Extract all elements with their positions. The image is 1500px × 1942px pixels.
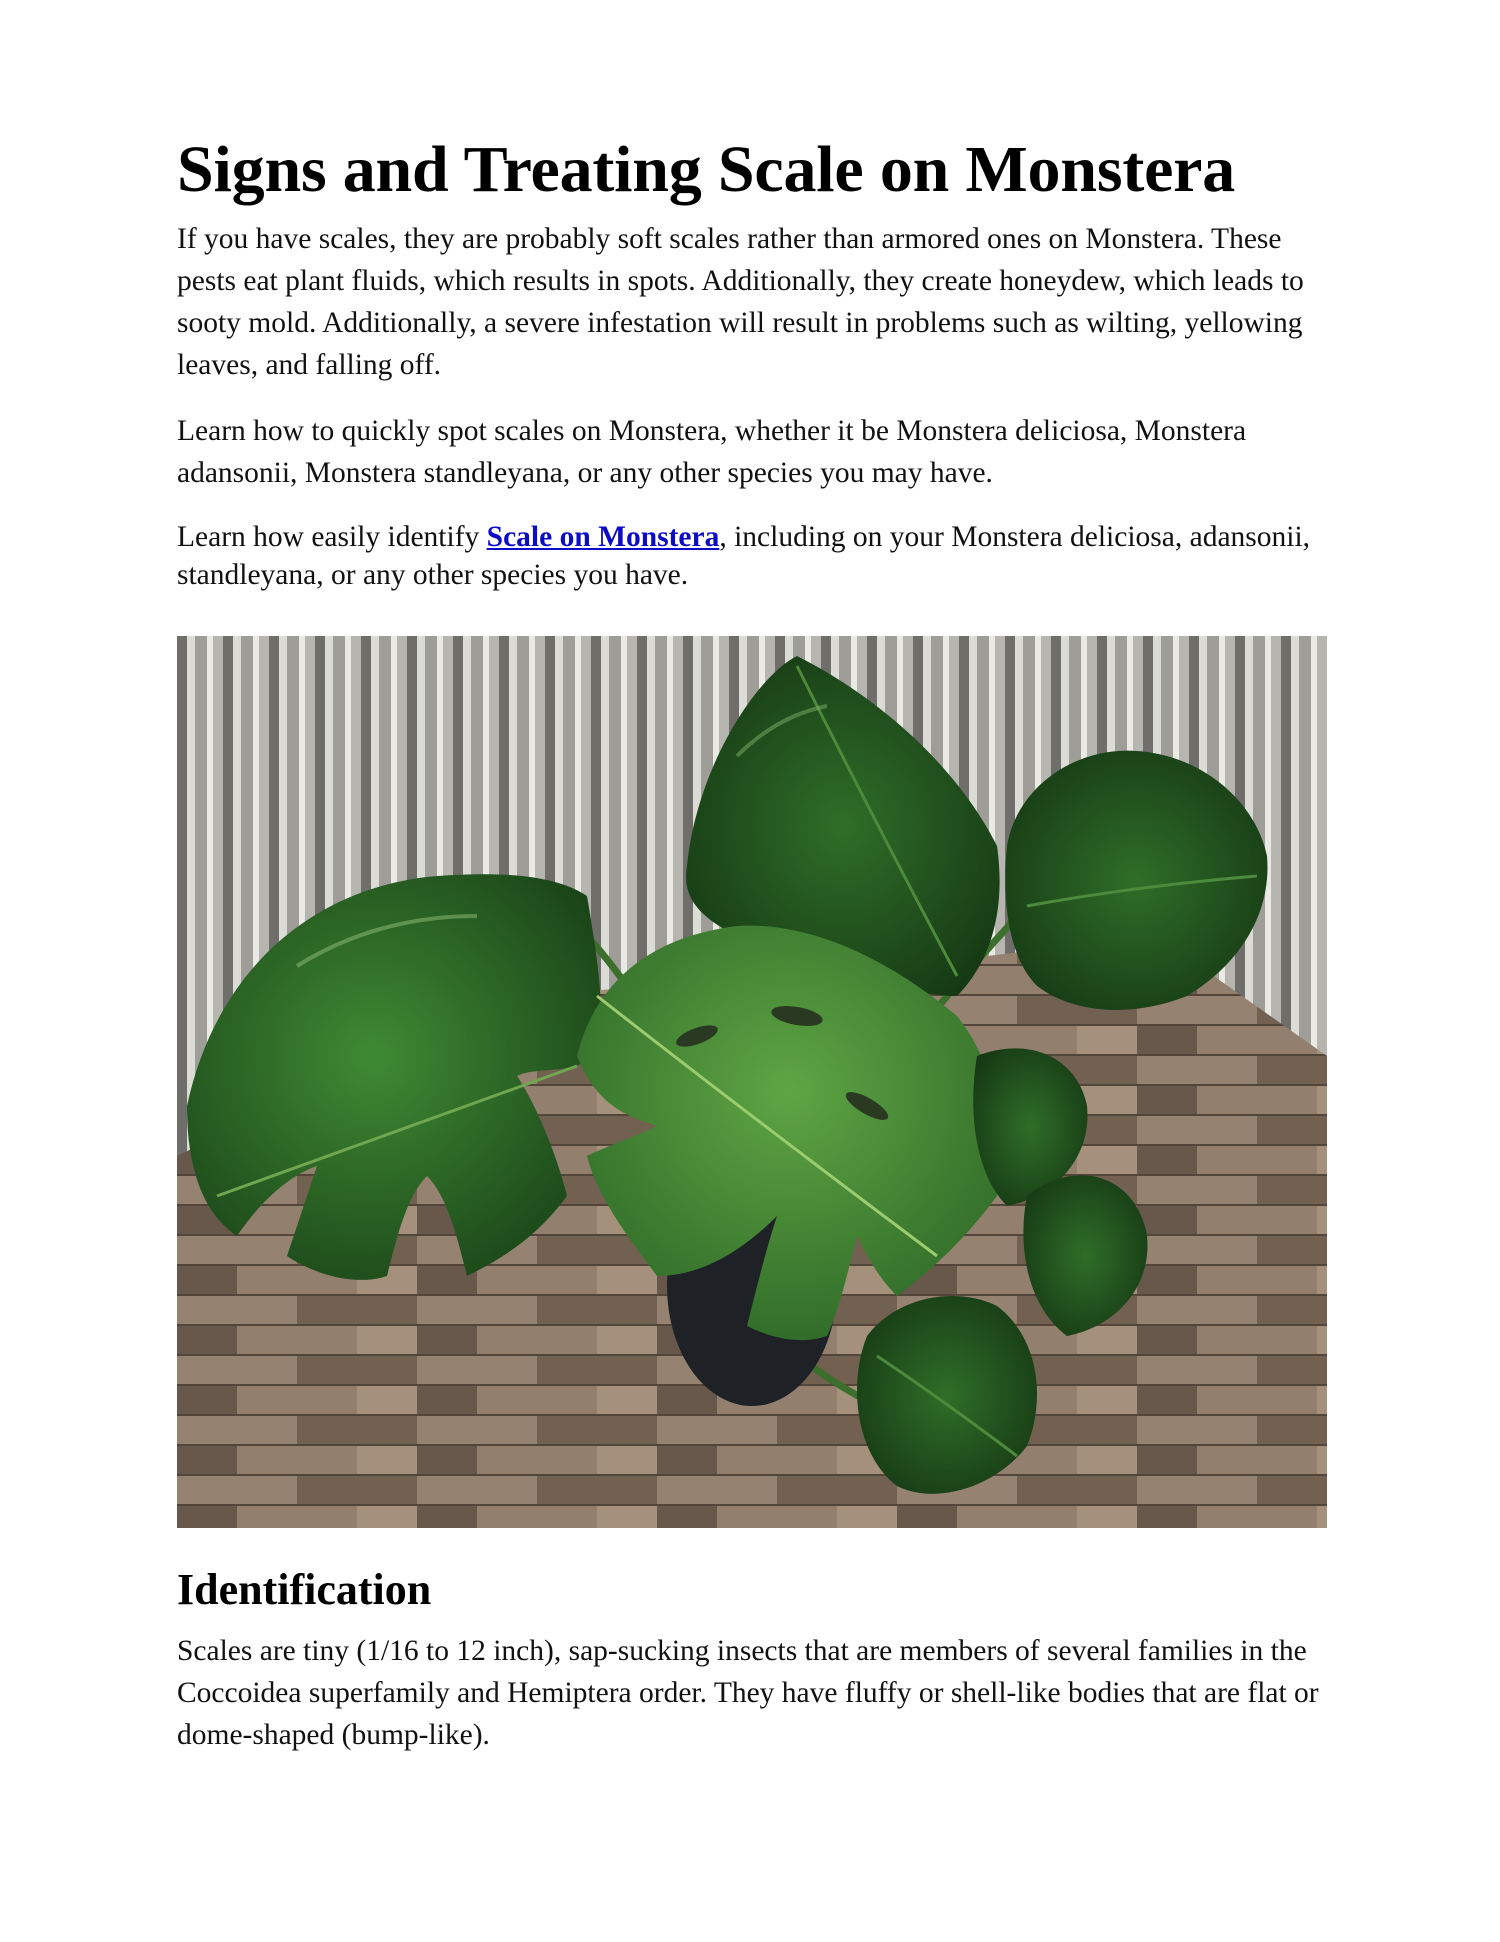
link-paragraph: [177, 518, 1327, 594]
page-title: Signs and Treating Scale on Monstera: [177, 133, 1236, 206]
section-heading-identification: Identification: [177, 1565, 432, 1614]
link-paragraph-tail: , including on your Monstera deliciosa, adansonii, standleyana, or any other species you have.: [177, 521, 1311, 591]
scale-on-monstera-link[interactable]: Scale on Monstera: [486, 521, 720, 553]
article-body: [177, 130, 1327, 1756]
identification-paragraph: Scales are tiny (1/16 to 12 inch), sap-sucking insects that are members of several families in the Coccoidea superfamily and Hemiptera order. They have fluffy or shell-like bodies that are flat or dome-shaped (bump-like).: [177, 1635, 1319, 1751]
intro-paragraph: If you have scales, they are probably soft scales rather than armored ones on Monstera. These pests eat plant fluids, which results in spots. Additionally, they create honeydew, which leads to sooty mold. Additionally, a severe infestation will result in problems such as wilting, yellowing leaves, and falling off.: [177, 223, 1304, 381]
link-paragraph-lead: Learn how easily identify: [177, 521, 487, 553]
monstera-plant-photo: [177, 636, 1327, 1528]
species-paragraph: Learn how to quickly spot scales on Monstera, whether it be Monstera deliciosa, Monstera adansonii, Monstera standleyana, or any other species you may have.: [177, 415, 1247, 489]
